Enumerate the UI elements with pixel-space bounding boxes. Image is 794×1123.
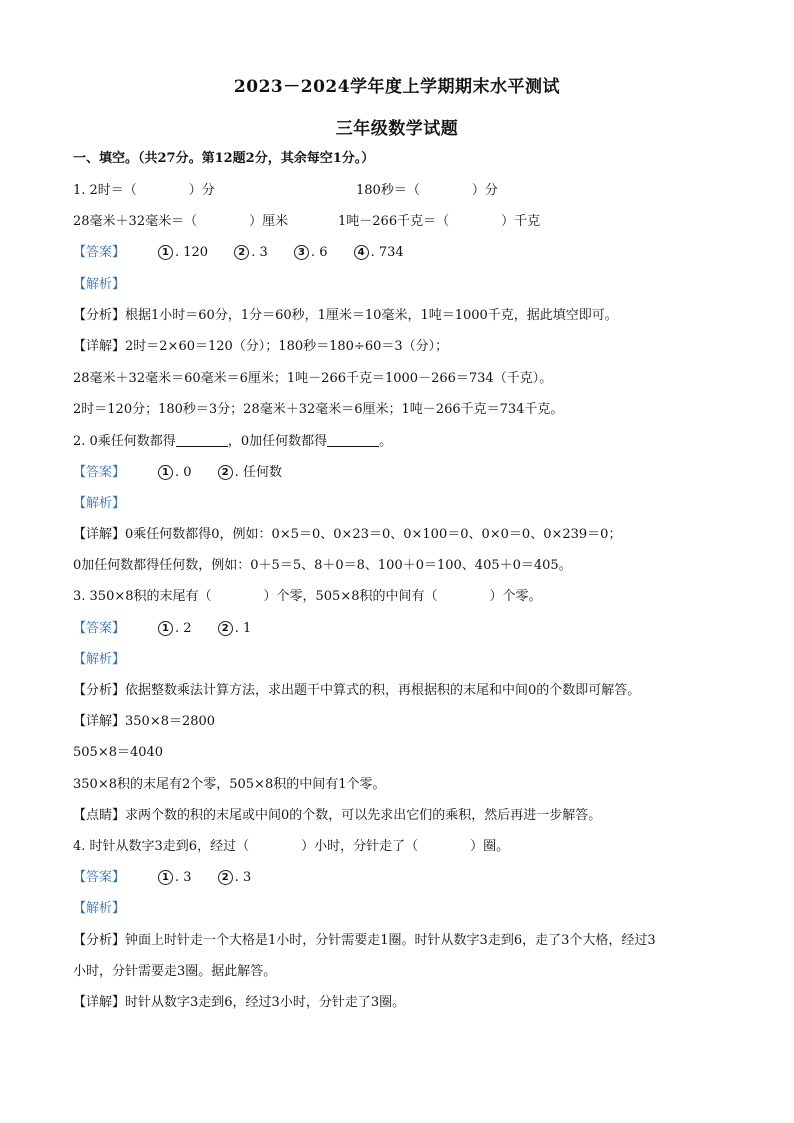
q1-answer-4: 734 [378,245,404,260]
q1-part-a: 1. 2时＝（ ）分 [73,183,215,198]
q2-answer-2: 任何数 [242,465,282,480]
q3-fenxi-text: 依据整数乘法计算方法，求出题干中算式的积，再根据积的末尾和中间0的个数即可解答。 [125,683,641,698]
q3-dianjing-text: 求两个数的积的末尾或中间0的个数，可以先求出它们的乘积，然后再进一步解答。 [125,808,602,823]
q2-answer-label: 【答案】 [73,465,126,480]
q2-answer-1: 0 [183,465,192,480]
section-heading: 一、填空。（共27分。第12题2分，其余每空1分。） [73,151,375,166]
q2-text-c: 。 [379,434,393,449]
q1-xiangjie-3: 2时＝120分；180秒＝3分；28毫米＋32毫米＝6厘米；1吨－266千克＝734千克。 [73,402,564,417]
q4-xiangjie [73,994,405,1012]
circled-number-2: 2 [218,465,233,480]
q3-answers: 1 . 2 2 . 1 [158,620,273,638]
circled-number-1: 1 [158,465,173,480]
xiangjie-label: 【详解】 [73,527,126,542]
q1-fenxi-text: 根据1小时＝60分，1分＝60秒，1厘米＝10毫米，1吨＝1000千克，据此填空即可。 [125,308,618,323]
q4-analysis-label: 【解析】 [73,901,126,916]
xiangjie-label: 【详解】 [73,714,126,729]
circled-number-4: 4 [354,245,369,260]
q3-fenxi [73,682,640,700]
q1-part-d: 1吨－266千克＝（ ）千克 [338,214,541,229]
q4-fenxi-text-1: 钟面上时针走一个大格是1小时，分针需要走1圈。时针从数字3走到6，走了3个大格，经过3 [125,933,656,948]
q2-xiangjie-text-1: 0乘任何数都得0，例如：0×5＝0、0×23＝0、0×100＝0、0×0＝0、0×239＝0； [125,527,622,542]
q4-question: 4. 时针从数字3走到6，经过（ ）小时，分针走了（ ）圈。 [73,839,510,854]
q1-xiangjie-1 [73,338,448,356]
xiangjie-label: 【详解】 [73,339,126,354]
q3-xiangjie-text-1: 350×8＝2800 [125,714,216,729]
q2-answers: 1 . 0 2 . 任何数 [158,464,304,482]
xiangjie-label: 【详解】 [73,995,126,1010]
fenxi-label: 【分析】 [73,933,126,948]
q3-answer-1: 2 [183,621,192,636]
q1-answer-2: 3 [259,245,268,260]
q3-answer-2: 1 [242,621,252,636]
circled-number-1: 1 [158,621,173,636]
fenxi-label: 【分析】 [73,308,126,323]
circled-number-3: 3 [294,245,309,260]
fill-blank [176,432,228,447]
q1-answer-3: 6 [319,245,328,260]
circled-number-1: 1 [158,870,173,885]
q3-question: 3. 350×8积的末尾有（ ）个零，505×8积的中间有（ ）个零。 [73,589,542,604]
q4-answer-1: 3 [183,870,192,885]
q3-xiangjie-3: 350×8积的末尾有2个零，505×8积的中间有1个零。 [73,777,386,792]
q4-fenxi-2: 小时，分针需要走3圈。据此解答。 [73,964,277,979]
document-subtitle: 三年级数学试题 [335,119,459,139]
circled-number-2: 2 [218,870,233,885]
circled-number-2: 2 [218,621,233,636]
q1-answer-1: 120 [183,245,209,260]
q1-fenxi [73,307,618,325]
document-title: 2023－2024学年度上学期期末水平测试 [233,77,561,97]
circled-number-2: 2 [234,245,249,260]
q3-answer-label: 【答案】 [73,621,126,636]
dianjing-label: 【点睛】 [73,808,126,823]
q3-xiangjie-2: 505×8＝4040 [73,745,164,760]
q2-question [73,432,392,451]
q4-answer-label: 【答案】 [73,870,126,885]
q3-xiangjie-1 [73,713,215,731]
q1-answer-label: 【答案】 [73,245,126,260]
q1-xiangjie-2: 28毫米＋32毫米＝60毫米＝6厘米；1吨－266千克＝1000－266＝734（千克）。 [73,371,553,386]
q4-answers: 1 . 3 2 . 3 [158,869,273,887]
q2-xiangjie-2: 0加任何数都得任何数，例如：0＋5＝5、8＋0＝8、100＋0＝100、405＋0＝405。 [73,558,572,573]
q3-dianjing [73,807,601,825]
q4-answer-2: 3 [242,870,252,885]
circled-number-1: 1 [158,245,173,260]
q2-analysis-label: 【解析】 [73,496,126,511]
q1-xiangjie-text-1: 2时＝2×60＝120（分）；180秒＝180÷60＝3（分）； [125,339,449,354]
q1-analysis-label: 【解析】 [73,277,126,292]
q1-part-c: 28毫米＋32毫米＝（ ）厘米 [73,214,289,229]
q1-answers: 1 . 120 2 . 3 3 . 6 4 . 734 [158,244,426,262]
fill-blank [327,432,379,447]
q2-text-b: ，0加任何数都得 [227,434,328,449]
q2-xiangjie-1 [73,526,621,544]
q1-part-b: 180秒＝（ ）分 [356,183,498,198]
q4-fenxi-1 [73,932,656,950]
fenxi-label: 【分析】 [73,683,126,698]
q3-analysis-label: 【解析】 [73,652,126,667]
q2-text-a: 2. 0乘任何数都得 [73,434,176,449]
q4-xiangjie-text: 时针从数字3走到6，经过3小时，分针走了3圈。 [125,995,406,1010]
